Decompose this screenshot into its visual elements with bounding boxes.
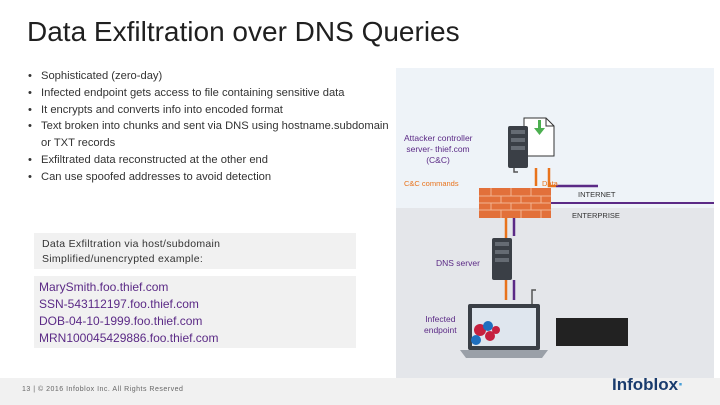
example-query-line: DOB-04-10-1999.foo.thief.com	[39, 314, 203, 328]
enterprise-label: ENTERPRISE	[572, 211, 620, 220]
bullet-list	[24, 68, 394, 186]
bullet-item: • Sophisticated (zero-day)	[24, 68, 394, 85]
dns-server-label: DNS server	[436, 258, 480, 268]
bullet-item: • Exfiltrated data reconstructed at the other end	[24, 152, 394, 169]
dns-server-icon	[492, 238, 512, 280]
bullet-item: • Infected endpoint gets access to file containing sensitive data	[24, 85, 394, 102]
example-queries-box	[34, 276, 356, 348]
internet-label: INTERNET	[578, 190, 616, 199]
attacker-label: Attacker controller server- thief.com (C&C)	[404, 133, 473, 165]
document-icon	[524, 118, 554, 156]
example-caption-line: Simplified/unencrypted example:	[42, 253, 204, 265]
infected-endpoint-label: Infected endpoint	[424, 314, 457, 335]
bullet-item: • Can use spoofed addresses to avoid detection	[24, 169, 394, 186]
exfiltration-diagram	[396, 68, 714, 378]
cc-commands-label: C&C commands	[404, 179, 459, 188]
enterprise-zone	[396, 208, 714, 378]
firewall-icon	[479, 188, 551, 218]
example-query-line: SSN-543112197.foo.thief.com	[39, 297, 199, 311]
bullet-item: • It encrypts and converts info into encoded format	[24, 102, 394, 119]
slide-title: Data Exfiltration over DNS Queries	[27, 16, 460, 47]
example-caption-line: Data Exfiltration via host/subdomain	[42, 238, 221, 250]
footer-copyright: 13 | © 2016 Infoblox Inc. All Rights Reserved	[22, 386, 184, 393]
data-label: Data	[542, 179, 558, 188]
laptop-icon	[460, 304, 548, 358]
bullet-item: • Text broken into chunks and sent via DNS using hostname.subdomain or TXT records	[24, 118, 394, 152]
example-caption-box	[34, 233, 356, 269]
example-query-line: MarySmith.foo.thief.com	[39, 280, 169, 294]
attacker-server-icon	[508, 126, 528, 168]
reconstructed-data-callout	[556, 318, 628, 346]
infoblox-logo: Infoblox·	[612, 375, 684, 394]
example-query-line: MRN100045429886.foo.thief.com	[39, 331, 219, 345]
